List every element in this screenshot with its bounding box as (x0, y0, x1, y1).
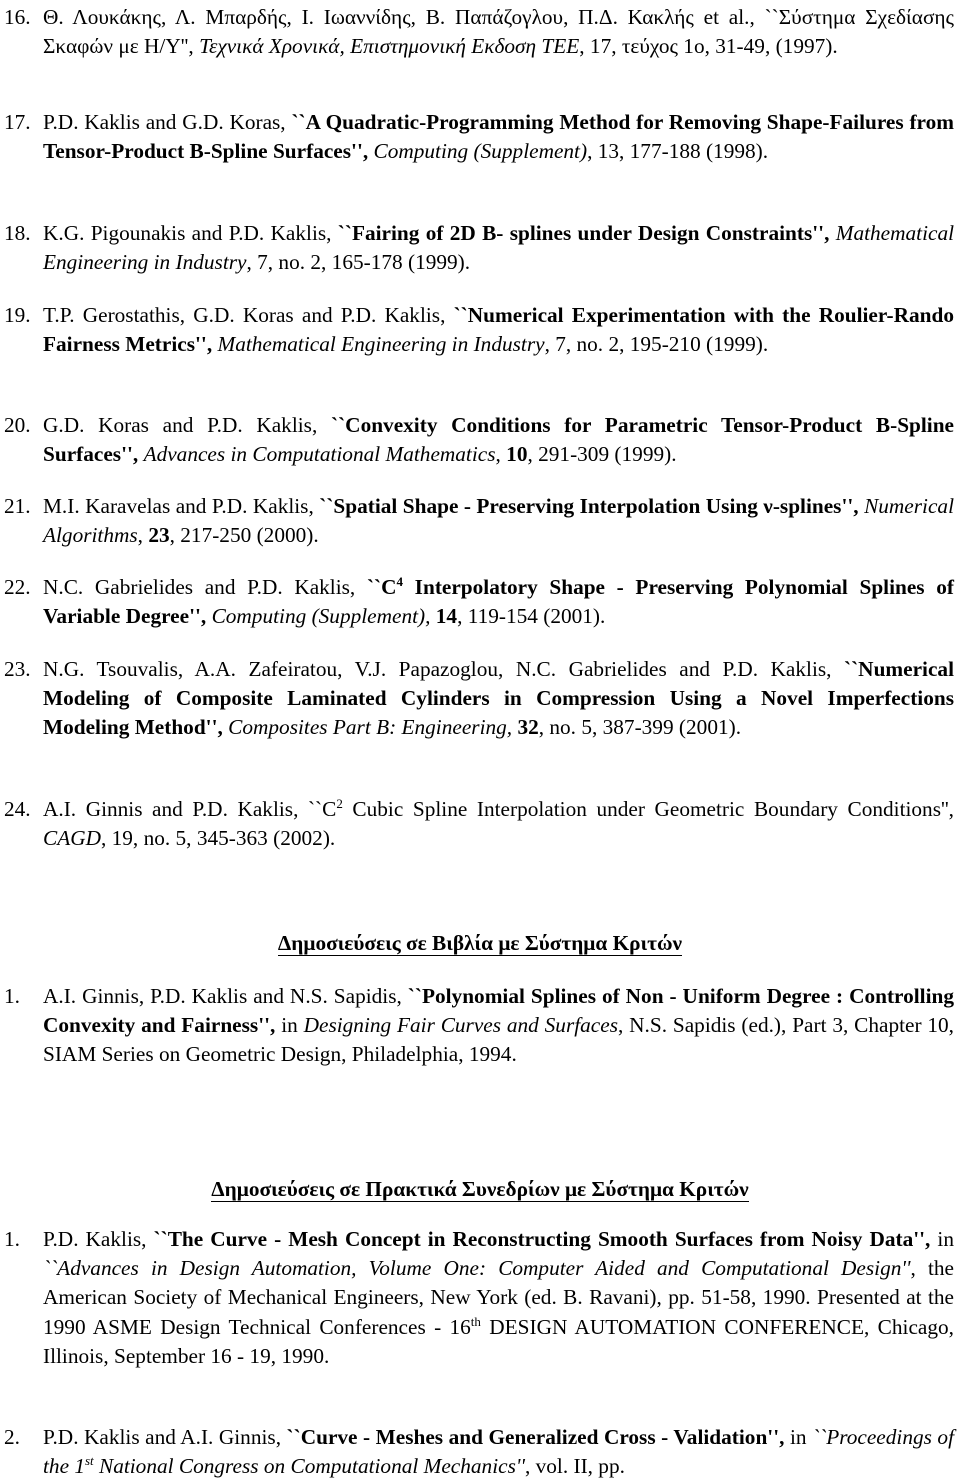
reference-title: ``A Quadratic-Programming Method for Removing Shape-Failures from Tensor-Product B-Spline Surfaces'', (43, 110, 954, 164)
reference-number: 16. (4, 5, 31, 29)
reference-title: ``Spatial Shape - Preserving Interpolation Using ν-splines'', (319, 494, 859, 518)
reference-title: ``Convexity Conditions for Parametric Tensor-Product B-Spline Surfaces'', (43, 413, 955, 467)
reference-venue: Computing (Supplement) (373, 139, 588, 164)
reference-venue: Computing (Supplement), (211, 604, 431, 629)
reference-details: , the American Society of Mechanical Engineers, New York (ed. B. Ravani), pp. 51-58, 1990. Presented at the 1990 ASME Design Technical Conferences - 16th DESIGN AUTOMATION CONFERENCE, Chicago, Illinois, September 16 - 19, 1990. (43, 1256, 954, 1368)
reference-number: 1. (4, 984, 20, 1008)
reference-details: , 291-309 (1999). (527, 442, 677, 467)
reference-venue: Advances in Computational Mathematics (143, 442, 496, 467)
reference-volume: 14 (435, 604, 458, 629)
reference-venue: Composites Part B: Engineering, (228, 715, 513, 740)
reference-authors: K.G. Pigounakis and P.D. Kaklis, (43, 221, 332, 245)
reference-24 (0, 795, 954, 853)
reference-authors: N.G. Tsouvalis, A.A. Zafeiratou, V.J. Papazoglou, N.C. Gabrielides and P.D. Kaklis, (43, 657, 832, 681)
reference-details: , vol. II, pp. (524, 1454, 625, 1479)
reference-20: 20. G.D. Koras and P.D. Kaklis, ``Convexity Conditions for Parametric Tensor-Product B-Spline Surfaces'', Advances in Computational Mathematics, 10, 291-309 (1999). (4, 413, 955, 467)
reference-title: ``Polynomial Splines of Non - Uniform Degree : Controlling Convexity and Fairness'', (43, 984, 955, 1038)
reference-details: , 13, 177-188 (1998). (587, 139, 769, 164)
reference-16 (0, 3, 954, 61)
reference-details: , no. 5, 387-399 (2001). (538, 715, 742, 740)
reference-venue: Τεχνικά Χρονικά, Επιστημονική Εκδοση ΤΕΕ (199, 34, 580, 59)
book-reference-1: 1. A.I. Ginnis, P.D. Kaklis and N.S. Sapidis, ``Polynomial Splines of Non - Uniform Degree : Controlling Convexity and Fairness'', in Designing Fair Curves and Surfaces, N.S. Sapidis (ed.), Part 3, Chapter 10, SIAM Series on Geometric Design, Philadelphia, 1994. (4, 984, 955, 1067)
conference-reference-1: 1. P.D. Kaklis, ``The Curve - Mesh Concept in Reconstructing Smooth Surfaces from Noisy Data'', in ``Advances in Design Automation, Volume One: Computer Aided and Computational Design'', the American Society of Mechanical Engineers, New York (ed. B. Ravani), pp. 51-58, 1990. Presented at the 1990 ASME Design Technical Conferences - 16th DESIGN AUTOMATION CONFERENCE, Chicago, Illinois, September 16 - 19, 1990. (4, 1227, 954, 1368)
reference-details: , N.S. Sapidis (ed.), Part 3, Chapter 10, SIAM Series on Geometric Design, Philadelphia, 1994. (43, 1013, 955, 1067)
reference-title: ``Fairing of 2D B- splines under Design Constraints'', (337, 221, 830, 245)
reference-title: $``C^4$ Interpolatory Shape - Preserving Polynomial Splines of Variable Degree'', (43, 573, 955, 629)
reference-number: 2. (4, 1425, 20, 1449)
reference-authors: P.D. Kaklis and G.D. Koras, (43, 110, 286, 134)
reference-venue: Mathematical Engineering in Industry (43, 221, 955, 275)
section-heading-books: Δημοσιεύσεις σε Βιβλία με Σύστημα Κριτών (277, 931, 683, 955)
reference-title: ``Numerical Modeling of Composite Laminated Cylinders in Compression Using a Novel Imperfections Modeling Method'', (43, 657, 954, 740)
conference-reference-2: 2. P.D. Kaklis and A.I. Ginnis, ``Curve - Meshes and Generalized Cross - Validation'', in ``Proceedings of the 1st National Congress on Computational Mechanics'', vol. II, pp. (4, 1425, 954, 1479)
reference-details: , 119-154 (2001). (457, 604, 606, 629)
reference-title: ``Σύστημα Σχεδίασης Σκαφών με Η/Υ'', (43, 5, 954, 59)
reference-volume: 23 (148, 523, 170, 548)
reference-details: , 19, no. 5, 345-363 (2002). (100, 826, 336, 851)
reference-venue: ``Advances in Design Automation, Volume One: Computer Aided and Computational Design'' (43, 1256, 911, 1281)
reference-23 (0, 655, 954, 743)
reference-authors: P.D. Kaklis, (43, 1227, 147, 1251)
reference-authors: N.C. Gabrielides and P.D. Kaklis, (43, 575, 356, 599)
reference-number: 20. (4, 413, 31, 437)
reference-venue: Mathematical Engineering in Industry (217, 332, 545, 357)
reference-details: , 17, τεύχος 1ο, 31-49, (1997). (579, 34, 838, 59)
reference-volume: 32 (517, 715, 539, 740)
reference-title: ``Numerical Experimentation with the Roulier-Rando Fairness Metrics'', (43, 303, 954, 357)
section-heading-conferences: Δημοσιεύσεις σε Πρακτικά Συνεδρίων με Σύστημα Κριτών (211, 1177, 749, 1201)
reference-details: , 217-250 (2000). (169, 523, 319, 548)
reference-number: 19. (4, 303, 31, 327)
reference-authors: G.D. Koras and P.D. Kaklis, (43, 413, 318, 437)
reference-authors: P.D. Kaklis and A.I. Ginnis, (43, 1425, 282, 1449)
reference-number: 18. (4, 221, 31, 245)
reference-details: , 7, no. 2, 195-210 (1999). (544, 332, 769, 357)
reference-18 (0, 219, 954, 277)
reference-number: 1. (4, 1227, 20, 1251)
reference-number: 17. (4, 110, 31, 134)
reference-22 (0, 573, 954, 631)
reference-venue: CAGD (43, 826, 101, 851)
reference-authors: A.I. Ginnis and P.D. Kaklis, (43, 797, 299, 821)
reference-number: 23. (4, 657, 31, 681)
reference-authors: Θ. Λουκάκης, Λ. Μπαρδής, Ι. Ιωαννίδης, Β. Παπάζογλου, Π.Δ. Κακλής et al., (43, 5, 755, 29)
reference-authors: M.I. Karavelas and P.D. Kaklis, (43, 494, 314, 518)
reference-authors: A.I. Ginnis, P.D. Kaklis and N.S. Sapidis, (43, 984, 402, 1008)
reference-authors: T.P. Gerostathis, G.D. Koras and P.D. Kaklis, (43, 303, 446, 327)
reference-venue: Numerical Algorithms (43, 494, 954, 548)
reference-19 (0, 301, 954, 359)
reference-title: ``Curve - Meshes and Generalized Cross - Validation'', (286, 1425, 785, 1449)
reference-17 (0, 108, 954, 166)
reference-title: ``The Curve - Mesh Concept in Reconstructing Smooth Surfaces from Noisy Data'', (153, 1227, 931, 1251)
reference-number: 24. (4, 797, 31, 821)
reference-venue: Designing Fair Curves and Surfaces (303, 1013, 618, 1038)
reference-venue: ``Proceedings of the 1st National Congress on Computational Mechanics'' (43, 1425, 954, 1479)
reference-title: $``C^2$ Cubic Spline Interpolation under Geometric Boundary Conditions'', (307, 795, 954, 821)
reference-number: 21. (4, 494, 31, 518)
reference-21: 21. M.I. Karavelas and P.D. Kaklis, ``Spatial Shape - Preserving Interpolation Using ν-splines'', Numerical Algorithms, 23, 217-250 (2000). (4, 494, 954, 548)
reference-number: 22. (4, 575, 31, 599)
reference-details: , 7, no. 2, 165-178 (1999). (246, 250, 471, 275)
reference-volume: 10 (506, 442, 528, 467)
